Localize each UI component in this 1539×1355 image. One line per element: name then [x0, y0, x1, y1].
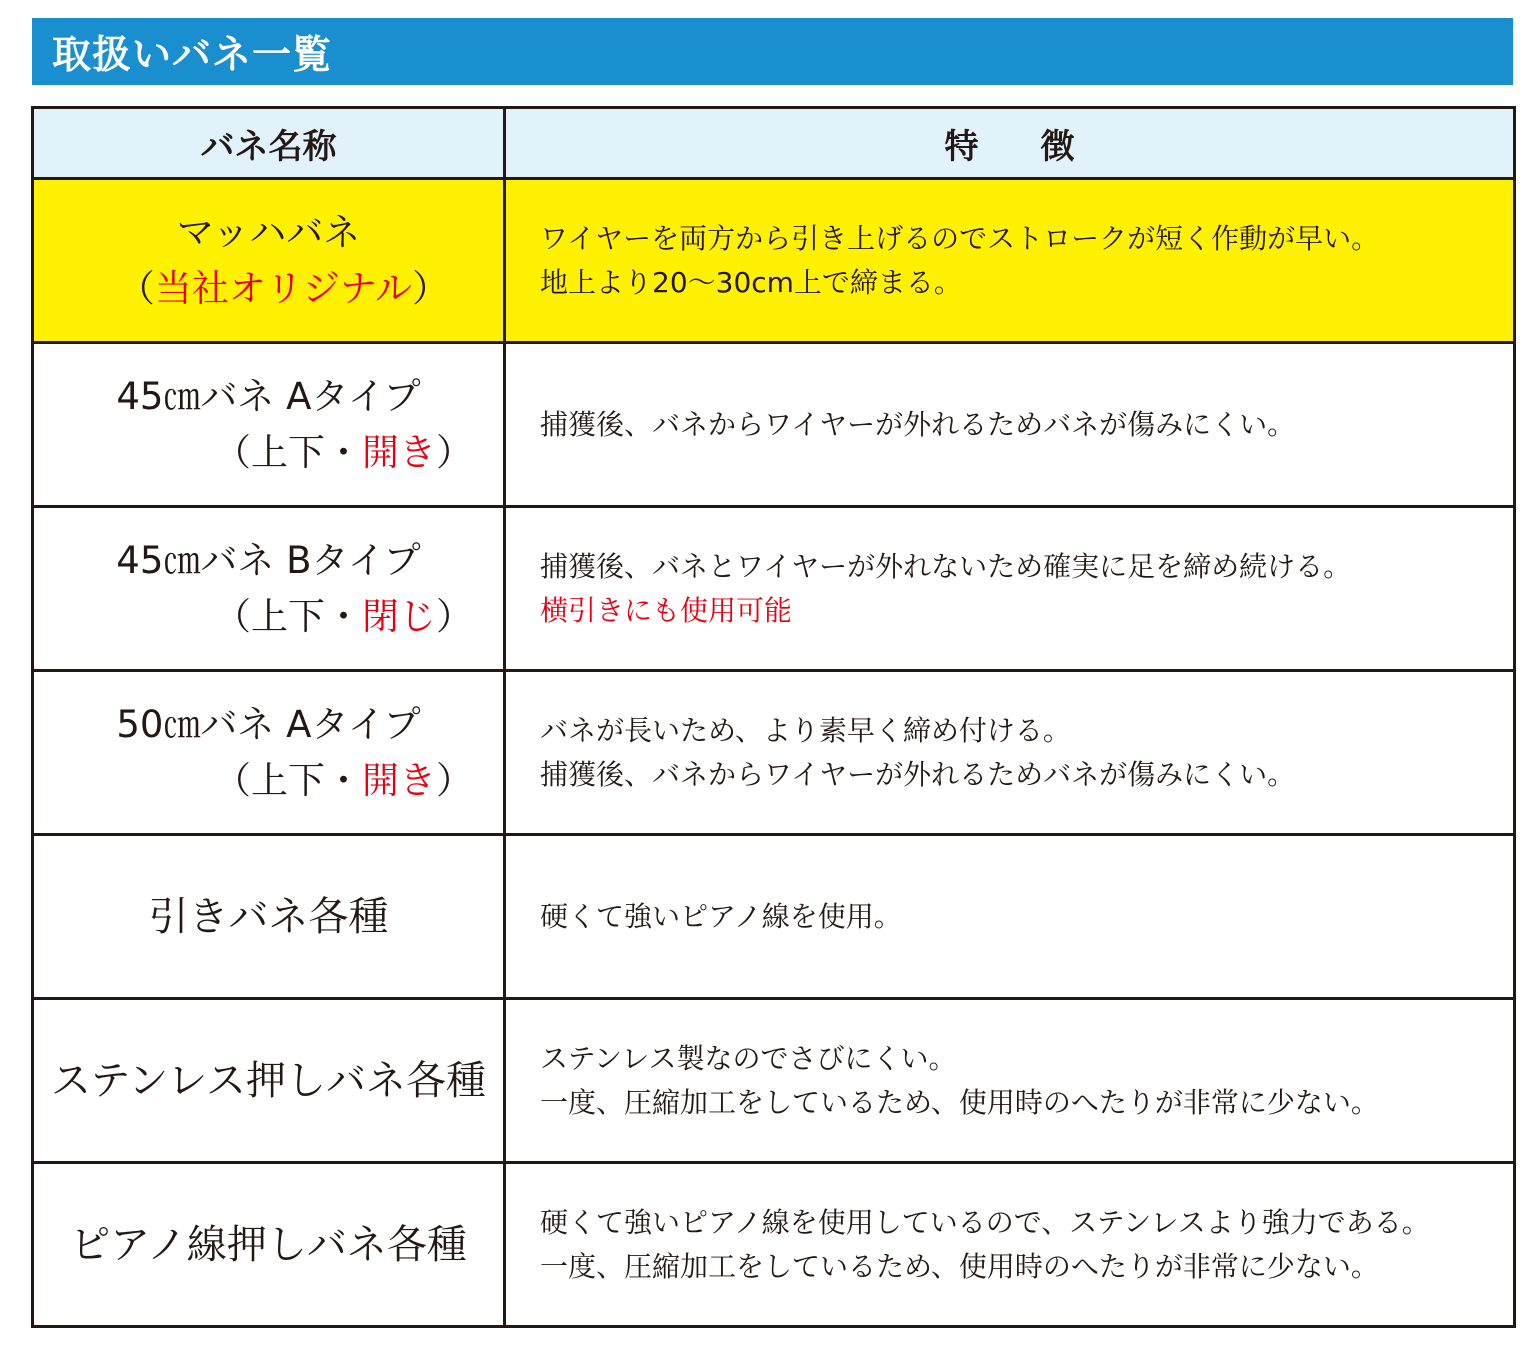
spring-subtitle [34, 425, 503, 481]
spring-subtitle [34, 753, 503, 809]
subtitle-highlight: 開き [362, 758, 436, 802]
feature-cell [505, 343, 1515, 507]
feature-line: ステンレス製なのでさびにくい。 [540, 1041, 957, 1075]
page-title: 取扱いバネ一覧 [52, 32, 333, 78]
table-row [33, 835, 1515, 999]
feature-line: ワイヤーを両方から引き上げるのでストロークが短く作動が早い。 [540, 221, 1380, 255]
spring-name-cell [33, 999, 505, 1163]
spring-name: 45㎝バネ Aタイプ [116, 374, 421, 418]
table-row [33, 671, 1515, 835]
subtitle-close: ） [436, 594, 473, 638]
subtitle-open: （ [117, 266, 155, 310]
spring-name: 45㎝バネ Bタイプ [116, 538, 421, 582]
subtitle-close: ） [436, 430, 473, 474]
spring-name-cell [33, 835, 505, 999]
feature-line: 一度、圧縮加工をしているため、使用時のへたりが非常に少ない。 [540, 1249, 1379, 1283]
header-feature: 特徴 [505, 108, 1515, 179]
table-row [33, 343, 1515, 507]
title-bar [32, 18, 1513, 85]
subtitle-open: （上下・ [214, 594, 362, 638]
table-row [33, 1163, 1515, 1327]
feature-note-red: 横引きにも使用可能 [540, 593, 793, 627]
spring-name: マッハバネ [176, 210, 361, 254]
subtitle-close: ） [436, 758, 473, 802]
spring-name-cell [33, 671, 505, 835]
table-row [33, 507, 1515, 671]
feature-line: 一度、圧縮加工をしているため、使用時のへたりが非常に少ない。 [540, 1085, 1379, 1119]
feature-cell [505, 179, 1515, 343]
feature-line: 捕獲後、バネからワイヤーが外れるためバネが傷みにくい。 [540, 757, 1296, 791]
feature-cell [505, 671, 1515, 835]
feature-line: バネが長いため、より素早く締め付ける。 [540, 713, 1071, 747]
spring-name-cell [33, 507, 505, 671]
feature-line: 捕獲後、バネからワイヤーが外れるためバネが傷みにくい。 [540, 407, 1296, 441]
spring-name-cell [33, 343, 505, 507]
subtitle-close: ） [412, 266, 450, 310]
feature-cell [505, 999, 1515, 1163]
subtitle-highlight: 開き [362, 430, 436, 474]
table-row [33, 179, 1515, 343]
spring-list-table [31, 106, 1516, 1328]
feature-line: 硬くて強いピアノ線を使用しているので、ステンレスより強力である。 [540, 1205, 1430, 1239]
feature-cell [505, 1163, 1515, 1327]
subtitle-highlight: 閉じ [362, 594, 436, 638]
spring-name: 50㎝バネ Aタイプ [116, 702, 421, 746]
spring-name: ピアノ線押しバネ各種 [70, 1221, 467, 1268]
spring-name: ステンレス押しバネ各種 [51, 1057, 486, 1104]
spring-name-cell [33, 179, 505, 343]
spring-subtitle [34, 261, 503, 317]
subtitle-highlight: 当社オリジナル [154, 266, 413, 310]
table-row [33, 999, 1515, 1163]
feature-line: 捕獲後、バネとワイヤーが外れないため確実に足を締め続ける。 [540, 549, 1352, 583]
feature-cell [505, 507, 1515, 671]
header-spring-name: バネ名称 [33, 108, 505, 179]
spring-subtitle [34, 589, 503, 645]
subtitle-open: （上下・ [214, 758, 362, 802]
table-header-row [33, 108, 1515, 179]
feature-line: 硬くて強いピアノ線を使用。 [540, 899, 902, 933]
subtitle-open: （上下・ [214, 430, 362, 474]
feature-cell [505, 835, 1515, 999]
feature-line: 地上より20～30cm上で締まる。 [540, 265, 962, 299]
spring-name: 引きバネ各種 [148, 893, 389, 940]
spring-name-cell [33, 1163, 505, 1327]
